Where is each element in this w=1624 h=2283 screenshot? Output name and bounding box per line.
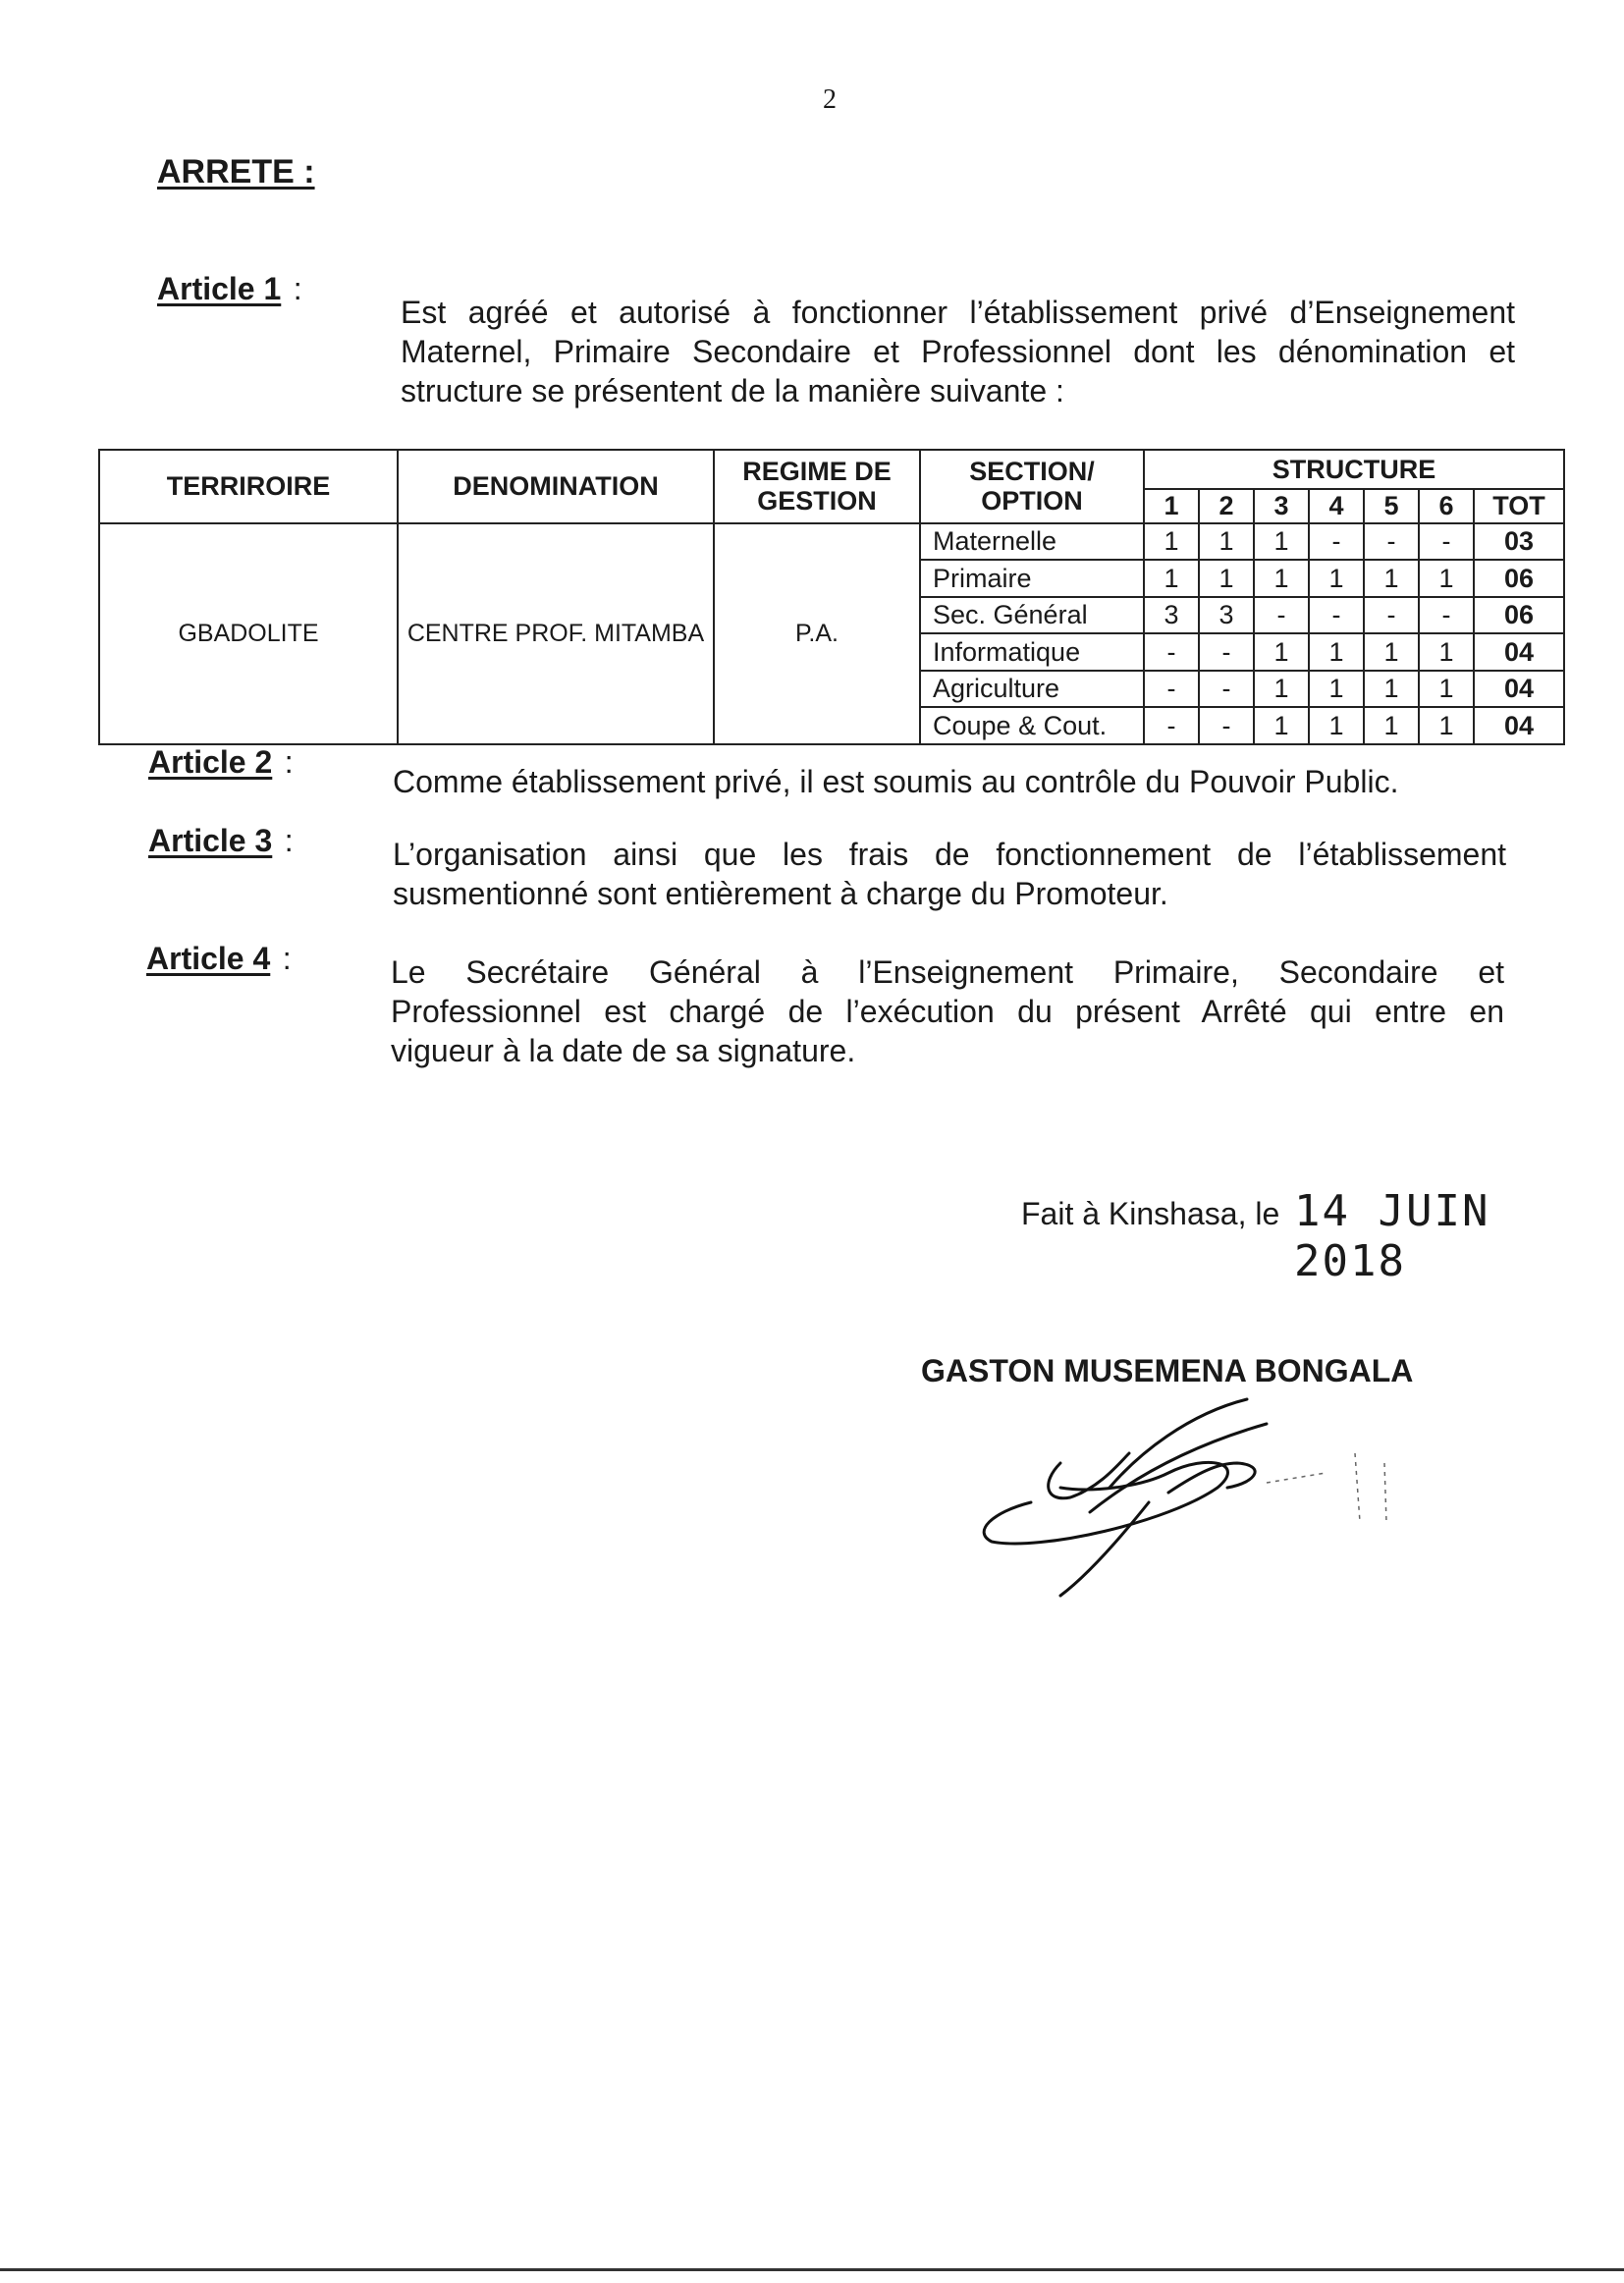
cell-count: 1 bbox=[1254, 523, 1309, 561]
cell-count: 1 bbox=[1364, 707, 1419, 744]
cell-count: - bbox=[1144, 707, 1199, 744]
article-1-colon: : bbox=[293, 271, 302, 306]
cell-total: 06 bbox=[1474, 597, 1564, 634]
cell-count: - bbox=[1419, 597, 1474, 634]
cell-count: 1 bbox=[1309, 707, 1364, 744]
cell-option: Primaire bbox=[920, 560, 1144, 597]
cell-count: - bbox=[1309, 523, 1364, 561]
article-2-line: Comme établissement privé, il est soumis au contrôle du Pouvoir Public. bbox=[393, 764, 1399, 799]
cell-option: Informatique bbox=[920, 633, 1144, 671]
header-total: TOT bbox=[1474, 489, 1564, 523]
signatory-name: GASTON MUSEMENA BONGALA bbox=[921, 1353, 1414, 1388]
header-year-1: 1 bbox=[1144, 489, 1199, 523]
place-date-label: Fait à Kinshasa, le bbox=[1021, 1196, 1280, 1231]
article-1-label-group bbox=[157, 271, 302, 307]
article-3-label-group bbox=[148, 823, 294, 859]
cell-count: - bbox=[1309, 597, 1364, 634]
header-section-option: SECTION/ OPTION bbox=[920, 450, 1144, 523]
article-4-colon: : bbox=[282, 941, 292, 976]
header-year-6: 6 bbox=[1419, 489, 1474, 523]
cell-count: 1 bbox=[1199, 560, 1254, 597]
cell-count: - bbox=[1364, 523, 1419, 561]
cell-count: 1 bbox=[1254, 671, 1309, 708]
cell-count: - bbox=[1199, 633, 1254, 671]
cell-count: 1 bbox=[1309, 560, 1364, 597]
cell-count: 1 bbox=[1144, 560, 1199, 597]
article-4-body bbox=[391, 952, 1504, 1070]
article-2-body bbox=[393, 762, 1512, 801]
signature-image bbox=[972, 1394, 1443, 1620]
header-year-5: 5 bbox=[1364, 489, 1419, 523]
article-1-line: Maternel, Primaire Secondaire et Professionnel dont les dénomination et bbox=[401, 334, 1515, 369]
table-row bbox=[99, 523, 1564, 561]
article-3-body bbox=[393, 835, 1506, 913]
cell-option: Maternelle bbox=[920, 523, 1144, 561]
cell-count: 1 bbox=[1419, 671, 1474, 708]
cell-count: - bbox=[1364, 597, 1419, 634]
article-1-line: Est agréé et autorisé à fonctionner l’établissement privé d’Enseignement bbox=[401, 295, 1515, 330]
article-4-label-group bbox=[146, 941, 292, 977]
header-territoire: TERRIROIRE bbox=[99, 450, 398, 523]
cell-option: Coupe & Cout. bbox=[920, 707, 1144, 744]
article-1-body bbox=[401, 293, 1515, 410]
cell-option: Agriculture bbox=[920, 671, 1144, 708]
cell-count: 1 bbox=[1364, 560, 1419, 597]
header-year-2: 2 bbox=[1199, 489, 1254, 523]
cell-count: 1 bbox=[1419, 560, 1474, 597]
date-stamp: 14 JUIN 2018 bbox=[1294, 1186, 1490, 1286]
cell-count: 1 bbox=[1419, 707, 1474, 744]
article-3-label: Article 3 bbox=[148, 823, 273, 858]
cell-count: 3 bbox=[1144, 597, 1199, 634]
cell-count: - bbox=[1199, 671, 1254, 708]
cell-denomination: CENTRE PROF. MITAMBA bbox=[398, 523, 714, 744]
article-2-colon: : bbox=[284, 744, 294, 780]
cell-regime: P.A. bbox=[714, 523, 920, 744]
cell-total: 03 bbox=[1474, 523, 1564, 561]
cell-count: 1 bbox=[1254, 707, 1309, 744]
cell-count: 1 bbox=[1364, 671, 1419, 708]
cell-count: 1 bbox=[1254, 560, 1309, 597]
cell-count: - bbox=[1199, 707, 1254, 744]
cell-total: 06 bbox=[1474, 560, 1564, 597]
cell-total: 04 bbox=[1474, 671, 1564, 708]
cell-count: - bbox=[1144, 671, 1199, 708]
arrete-heading: ARRETE : bbox=[157, 153, 315, 190]
header-denomination: DENOMINATION bbox=[398, 450, 714, 523]
header-regime: REGIME DE GESTION bbox=[714, 450, 920, 523]
article-2-label-group bbox=[148, 744, 294, 781]
article-4-line: Professionnel est chargé de l’exécution du présent Arrêté qui entre en bbox=[391, 994, 1504, 1029]
cell-count: 1 bbox=[1309, 671, 1364, 708]
cell-total: 04 bbox=[1474, 707, 1564, 744]
article-4-line: vigueur à la date de sa signature. bbox=[391, 1033, 856, 1068]
article-2-label: Article 2 bbox=[148, 744, 273, 780]
cell-count: - bbox=[1144, 633, 1199, 671]
structure-table bbox=[98, 449, 1565, 745]
article-3-line: L’organisation ainsi que les frais de fonctionnement de l’établissement bbox=[393, 837, 1506, 872]
cell-count: 1 bbox=[1199, 523, 1254, 561]
article-4-label: Article 4 bbox=[146, 941, 271, 976]
cell-count: 1 bbox=[1309, 633, 1364, 671]
cell-count: 1 bbox=[1364, 633, 1419, 671]
cell-count: - bbox=[1254, 597, 1309, 634]
article-1-line: structure se présentent de la manière suivante : bbox=[401, 373, 1064, 408]
cell-count: 1 bbox=[1419, 633, 1474, 671]
cell-total: 04 bbox=[1474, 633, 1564, 671]
header-structure: STRUCTURE bbox=[1144, 450, 1564, 489]
cell-option: Sec. Général bbox=[920, 597, 1144, 634]
cell-count: 3 bbox=[1199, 597, 1254, 634]
article-4-line: Le Secrétaire Général à l’Enseignement Primaire, Secondaire et bbox=[391, 954, 1504, 990]
cell-count: - bbox=[1419, 523, 1474, 561]
article-3-colon: : bbox=[284, 823, 294, 858]
article-1-label: Article 1 bbox=[157, 271, 282, 306]
cell-territoire: GBADOLITE bbox=[99, 523, 398, 744]
header-year-3: 3 bbox=[1254, 489, 1309, 523]
cell-count: 1 bbox=[1254, 633, 1309, 671]
header-year-4: 4 bbox=[1309, 489, 1364, 523]
cell-count: 1 bbox=[1144, 523, 1199, 561]
article-3-line: susmentionné sont entièrement à charge du Promoteur. bbox=[393, 876, 1168, 911]
page-bottom-rule bbox=[0, 2268, 1624, 2271]
page-number: 2 bbox=[823, 84, 837, 115]
